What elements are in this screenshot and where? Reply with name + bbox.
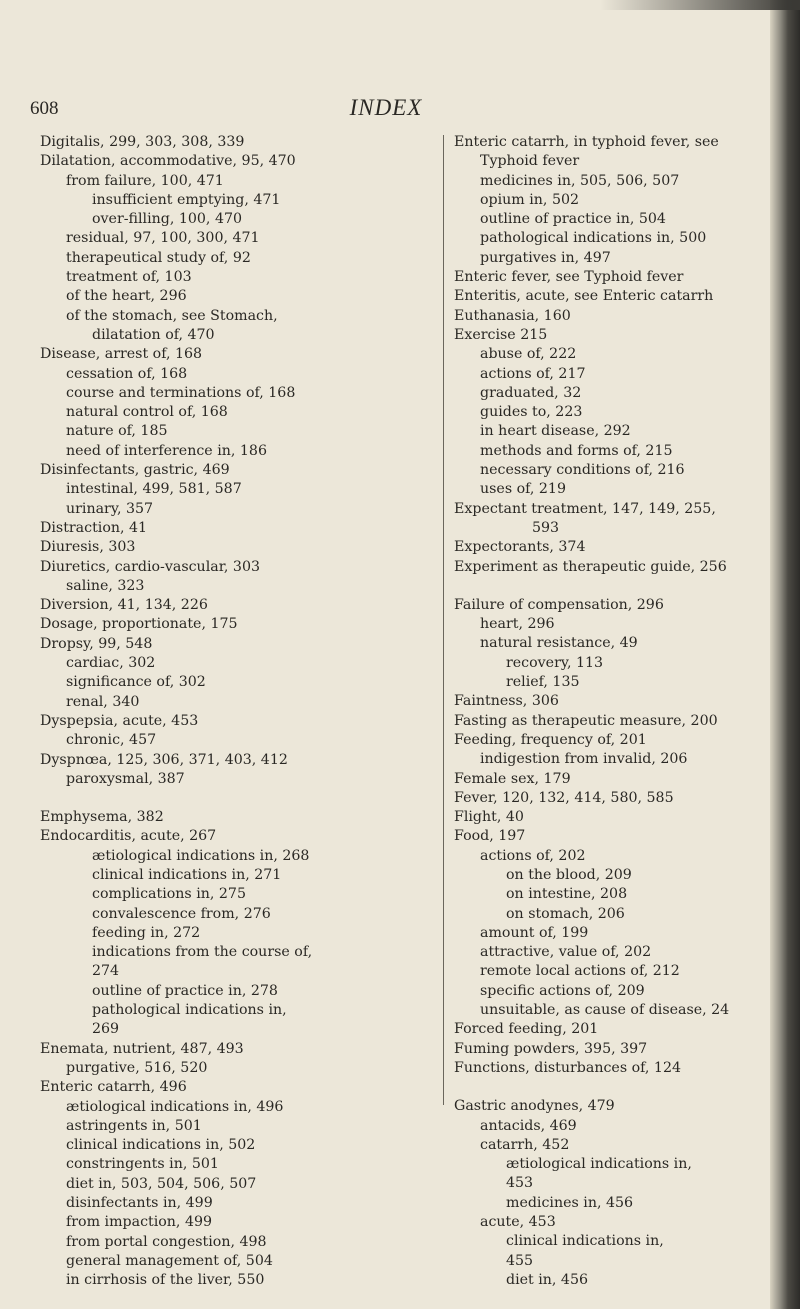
running-header: INDEX — [349, 95, 423, 120]
index-subentry: actions of, 217 — [480, 365, 586, 382]
index-subentry: diet in, 503, 504, 506, 507 — [66, 1175, 257, 1192]
index-subentry: of the heart, 296 — [66, 288, 187, 305]
index-subentry: clinical indications in, 502 — [66, 1137, 256, 1154]
index-entry: Digitalis, 299, 303, 308, 339 — [40, 134, 245, 150]
index-subentry: 274 — [92, 963, 120, 980]
index-subentry: recovery, 113 — [506, 654, 604, 671]
index-subentry: indications from the course of, — [92, 944, 313, 961]
index-entry: Diuresis, 303 — [40, 539, 136, 556]
index-entry: Euthanasia, 160 — [454, 307, 571, 324]
index-subentry: therapeutical study of, 92 — [66, 249, 251, 266]
index-subentry: indigestion from invalid, 206 — [480, 751, 688, 768]
index-entry: Enemata, nutrient, 487, 493 — [40, 1040, 244, 1057]
index-entry: Fuming powders, 395, 397 — [454, 1040, 648, 1057]
index-entry: Feeding, frequency of, 201 — [454, 731, 647, 748]
index-subentry: from failure, 100, 471 — [66, 172, 224, 189]
index-subentry: remote local actions of, 212 — [480, 963, 680, 980]
index-entry: Exercise 215 — [454, 326, 548, 343]
index-subentry: saline, 323 — [66, 577, 145, 594]
index-entry: Dilatation, accommodative, 95, 470 — [40, 153, 296, 170]
index-entry: Distraction, 41 — [40, 519, 148, 536]
index-subentry: treatment of, 103 — [66, 269, 192, 286]
index-subentry: purgative, 516, 520 — [66, 1059, 208, 1076]
index-entry: Fasting as therapeutic measure, 200 — [454, 712, 718, 729]
index-entry: Expectorants, 374 — [454, 539, 586, 556]
page-corner-shadow — [600, 0, 800, 10]
index-subentry: complications in, 275 — [92, 886, 246, 903]
index-entry: Dropsy, 99, 548 — [40, 635, 153, 652]
index-entry: Experiment as therapeutic guide, 256 — [454, 558, 727, 575]
index-entry: Enteric catarrh, in typhoid fever, see — [454, 134, 719, 150]
index-subentry: specific actions of, 209 — [480, 982, 645, 999]
index-subentry: uses of, 219 — [480, 481, 566, 498]
index-subentry: cessation of, 168 — [66, 365, 188, 382]
index-subentry: feeding in, 272 — [92, 924, 201, 941]
index-subentry: general management of, 504 — [66, 1252, 273, 1269]
index-column-right — [454, 133, 799, 1290]
index-subentry: in heart disease, 292 — [480, 423, 631, 440]
index-subentry: actions of, 202 — [480, 847, 586, 864]
index-entry: Enteric fever, see Typhoid fever — [454, 269, 684, 286]
index-subentry: outline of practice in, 504 — [480, 211, 666, 228]
section-gap — [454, 1078, 799, 1097]
index-subentry: significance of, 302 — [66, 674, 206, 691]
index-subentry: over-filling, 100, 470 — [92, 211, 243, 228]
index-subentry: purgatives in, 497 — [480, 249, 611, 266]
index-entry: Gastric anodynes, 479 — [454, 1098, 615, 1115]
page-edge-shadow — [770, 0, 800, 1309]
index-subentry: cardiac, 302 — [66, 655, 156, 672]
index-entry: Endocarditis, acute, 267 — [40, 828, 217, 845]
index-column-left — [40, 133, 385, 1291]
index-entry: Disease, arrest of, 168 — [40, 346, 203, 363]
index-entry: Disinfectants, gastric, 469 — [40, 462, 230, 479]
index-subentry: unsuitable, as cause of disease, 24 — [480, 1002, 730, 1019]
index-subentry: paroxysmal, 387 — [66, 770, 185, 787]
index-subentry: ætiological indications in, — [506, 1156, 692, 1173]
index-subentry: ætiological indications in, 268 — [92, 847, 310, 864]
index-subentry: medicines in, 456 — [506, 1194, 634, 1211]
index-subentry: 593 — [532, 519, 560, 536]
index-subentry: from portal congestion, 498 — [66, 1233, 267, 1250]
index-entry: Enteric catarrh, 496 — [40, 1079, 187, 1096]
index-subentry: need of interference in, 186 — [66, 442, 267, 459]
index-subentry: amount of, 199 — [480, 924, 589, 941]
index-entry: Faintness, 306 — [454, 693, 559, 710]
index-subentry: on stomach, 206 — [506, 905, 625, 922]
index-subentry: acute, 453 — [480, 1214, 556, 1231]
index-entry: Forced feeding, 201 — [454, 1021, 599, 1038]
index-entry: Expectant treatment, 147, 149, 255, — [454, 500, 716, 517]
page-number: 608 — [30, 98, 59, 119]
index-subentry: on the blood, 209 — [506, 866, 632, 883]
index-subentry: residual, 97, 100, 300, 471 — [66, 230, 260, 247]
index-subentry: heart, 296 — [480, 616, 555, 633]
index-subentry: Typhoid fever — [480, 153, 580, 170]
index-entry: Female sex, 179 — [454, 770, 571, 787]
index-subentry: abuse of, 222 — [480, 346, 577, 363]
index-subentry: renal, 340 — [66, 693, 140, 710]
index-subentry: attractive, value of, 202 — [480, 944, 652, 961]
index-subentry: clinical indications in, — [506, 1233, 664, 1250]
index-subentry: intestinal, 499, 581, 587 — [66, 481, 242, 498]
index-subentry: medicines in, 505, 506, 507 — [480, 172, 680, 189]
index-entry: Food, 197 — [454, 828, 526, 845]
index-subentry: insufficient emptying, 471 — [92, 191, 281, 208]
index-subentry: 453 — [506, 1175, 534, 1192]
index-subentry: astringents in, 501 — [66, 1117, 202, 1134]
section-gap — [40, 789, 385, 808]
index-entry: Dyspepsia, acute, 453 — [40, 712, 199, 729]
index-subentry: diet in, 456 — [506, 1271, 589, 1288]
index-subentry: urinary, 357 — [66, 500, 154, 517]
index-subentry: guides to, 223 — [480, 404, 583, 421]
index-subentry: antacids, 469 — [480, 1117, 577, 1134]
index-subentry: pathological indications in, 500 — [480, 230, 707, 247]
index-subentry: relief, 135 — [506, 674, 580, 691]
index-subentry: course and terminations of, 168 — [66, 384, 296, 401]
index-entry: Dosage, proportionate, 175 — [40, 616, 238, 633]
index-subentry: catarrh, 452 — [480, 1136, 570, 1153]
index-subentry: clinical indications in, 271 — [92, 866, 282, 883]
index-entry: Failure of compensation, 296 — [454, 596, 664, 613]
index-entry: Dyspnœa, 125, 306, 371, 403, 412 — [40, 751, 288, 768]
column-divider — [443, 135, 444, 1105]
index-entry: Emphysema, 382 — [40, 809, 164, 826]
index-subentry: nature of, 185 — [66, 423, 168, 440]
index-subentry: constringents in, 501 — [66, 1156, 219, 1173]
index-subentry: dilatation of, 470 — [92, 326, 215, 343]
index-entry: Enteritis, acute, see Enteric catarrh — [454, 288, 714, 305]
index-subentry: pathological indications in, — [92, 1002, 287, 1019]
index-subentry: graduated, 32 — [480, 384, 582, 401]
index-subentry: necessary conditions of, 216 — [480, 462, 685, 479]
index-subentry: disinfectants in, 499 — [66, 1195, 213, 1212]
index-subentry: 269 — [92, 1021, 120, 1038]
index-subentry: ætiological indications in, 496 — [66, 1098, 284, 1115]
index-entry: Flight, 40 — [454, 809, 524, 826]
index-subentry: chronic, 457 — [66, 732, 157, 749]
section-gap — [454, 577, 799, 596]
index-subentry: from impaction, 499 — [66, 1214, 213, 1231]
index-subentry: natural control of, 168 — [66, 404, 228, 421]
index-entry: Fever, 120, 132, 414, 580, 585 — [454, 789, 674, 806]
index-subentry: methods and forms of, 215 — [480, 442, 673, 459]
index-subentry: natural resistance, 49 — [480, 635, 638, 652]
index-subentry: opium in, 502 — [480, 191, 580, 208]
index-subentry: of the stomach, see Stomach, — [66, 307, 278, 324]
index-entry: Functions, disturbances of, 124 — [454, 1059, 681, 1076]
index-entry: Diuretics, cardio-vascular, 303 — [40, 558, 261, 575]
index-subentry: on intestine, 208 — [506, 886, 628, 903]
index-subentry: convalescence from, 276 — [92, 905, 271, 922]
index-subentry: 455 — [506, 1252, 534, 1269]
index-subentry: outline of practice in, 278 — [92, 982, 278, 999]
index-subentry: in cirrhosis of the liver, 550 — [66, 1272, 265, 1289]
index-entry: Diversion, 41, 134, 226 — [40, 597, 208, 614]
